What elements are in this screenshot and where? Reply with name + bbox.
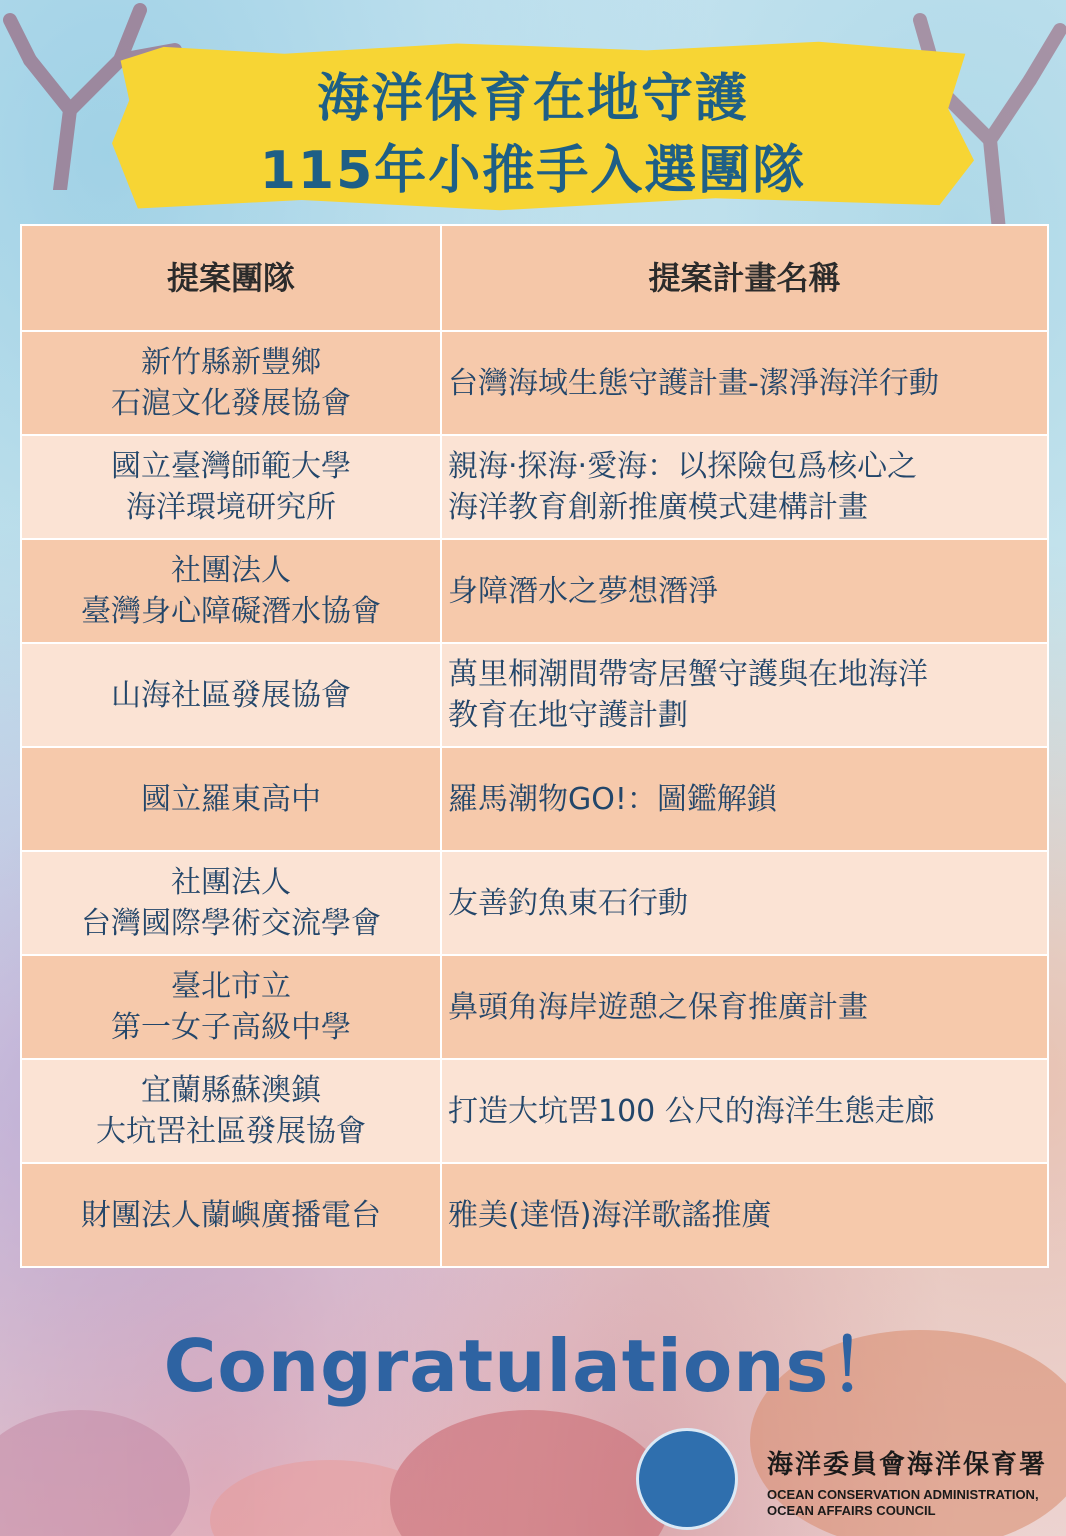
- plan-cell: [441, 1163, 1048, 1267]
- plan-cell: [441, 435, 1048, 539]
- team-name-line: 財團法人蘭嶼廣播電台: [81, 1197, 381, 1233]
- selected-teams-table: [20, 224, 1049, 1268]
- plan-name-line: 友善釣魚東石行動: [448, 885, 688, 921]
- plan-cell: [441, 851, 1048, 955]
- plan-name-line: 親海‧探海‧愛海：以探險包爲核心之: [448, 449, 918, 484]
- plan-name-line: 海洋教育創新推廣模式建構計畫: [448, 490, 868, 525]
- team-cell: [21, 435, 441, 539]
- team-name-line: 臺灣身心障礙潛水協會: [81, 594, 381, 629]
- plan-cell: [441, 331, 1048, 435]
- team-name-line: 台灣國際學術交流學會: [81, 906, 381, 941]
- page-title-line1: 海洋保育在地守護: [316, 69, 749, 129]
- table-row: [21, 331, 1048, 435]
- team-name-line: 海洋環境研究所: [126, 490, 336, 525]
- header-plan: 提案計畫名稱: [441, 225, 1048, 331]
- org-name-english-line2: OCEAN AFFAIRS COUNCIL: [767, 1503, 936, 1518]
- plan-name-line: 萬里桐潮間帶寄居蟹守護與在地海洋: [448, 657, 928, 692]
- team-cell: [21, 539, 441, 643]
- table-row: [21, 955, 1048, 1059]
- plan-cell: [441, 643, 1048, 747]
- team-name-line: 第一女子高級中學: [111, 1010, 351, 1045]
- org-name-english: [767, 1487, 1039, 1519]
- plan-name-line: 鼻頭角海岸遊憩之保育推廣計畫: [448, 989, 868, 1025]
- team-name-line: 國立臺灣師範大學: [111, 449, 351, 484]
- team-name-line: 國立羅東高中: [141, 781, 321, 817]
- ocean-conservation-logo-icon: [636, 1428, 738, 1530]
- table-row: [21, 851, 1048, 955]
- plan-name-line: 教育在地守護計劃: [448, 698, 688, 733]
- plan-name-line: 雅美(達悟)海洋歌謠推廣: [448, 1197, 772, 1233]
- congratulations-text: Congratulations！: [163, 1324, 903, 1408]
- team-name-line: 社團法人: [171, 865, 291, 900]
- table-row: [21, 643, 1048, 747]
- team-cell: [21, 1059, 441, 1163]
- table-row: [21, 747, 1048, 851]
- page-title-line2: 115年小推手入選團隊: [259, 141, 807, 201]
- plan-cell: [441, 1059, 1048, 1163]
- plan-name-line: 身障潛水之夢想潛淨: [448, 573, 718, 609]
- team-name-line: 大坑罟社區發展協會: [96, 1114, 366, 1149]
- team-cell: [21, 851, 441, 955]
- plan-cell: [441, 747, 1048, 851]
- table-row: [21, 1163, 1048, 1267]
- header-team: 提案團隊: [21, 225, 441, 331]
- team-cell: [21, 1163, 441, 1267]
- org-name-chinese: 海洋委員會海洋保育署: [767, 1450, 1048, 1480]
- table-row: [21, 435, 1048, 539]
- plan-name-line: 羅馬潮物GO!：圖鑑解鎖: [448, 781, 777, 817]
- team-name-line: 石滬文化發展協會: [111, 386, 351, 421]
- team-cell: [21, 331, 441, 435]
- plan-cell: [441, 539, 1048, 643]
- team-name-line: 社團法人: [171, 553, 291, 588]
- plan-name-line: 台灣海域生態守護計畫-潔淨海洋行動: [448, 365, 939, 401]
- team-name-line: 宜蘭縣蘇澳鎮: [141, 1073, 321, 1108]
- team-cell: [21, 643, 441, 747]
- plan-cell: [441, 955, 1048, 1059]
- team-name-line: 臺北市立: [171, 969, 291, 1004]
- table-row: [21, 1059, 1048, 1163]
- team-cell: [21, 747, 441, 851]
- team-name-line: 新竹縣新豐鄉: [141, 345, 321, 380]
- team-name-line: 山海社區發展協會: [111, 677, 351, 713]
- table-row: [21, 539, 1048, 643]
- plan-name-line: 打造大坑罟100 公尺的海洋生態走廊: [448, 1093, 935, 1129]
- org-name-english-line1: OCEAN CONSERVATION ADMINISTRATION,: [767, 1487, 1039, 1502]
- team-cell: [21, 955, 441, 1059]
